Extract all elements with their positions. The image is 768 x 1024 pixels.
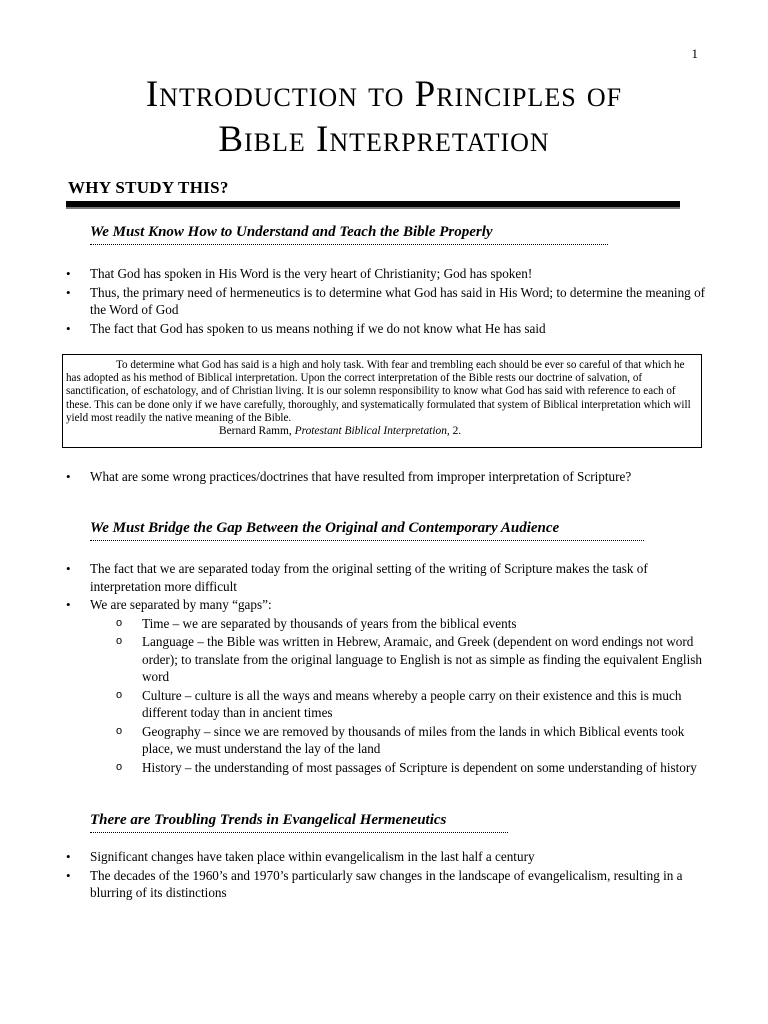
quote-work: Protestant Biblical Interpretation, — [294, 425, 450, 438]
subheading-3: There are Troubling Trends in Evangelical Hermeneutics — [90, 812, 508, 833]
sub-list — [90, 615, 706, 777]
list-item: • Thus, the primary need of hermeneutics is to determine what God has said in His Word; to determine the meaning of the Word of God — [66, 284, 706, 319]
list-item: • That God has spoken in His Word is the very heart of Christianity; God has spoken! — [66, 265, 706, 283]
title-line-1: Introduction to Principles of — [145, 74, 623, 115]
bullet-list-3 — [66, 848, 706, 903]
title-line-2: Bible Interpretation — [218, 119, 550, 160]
sub-list-item: o Language – the Bible was written in Hebrew, Aramaic, and Greek (dependent on word endings not word order); to translate from the original language to English is not as simple as finding the equivalent English word — [90, 633, 706, 686]
quote-author: Bernard Ramm, — [219, 425, 295, 438]
quote-citation — [219, 425, 698, 438]
document-title — [0, 72, 768, 162]
list-item: • The fact that God has spoken to us means nothing if we do not know what He has said — [66, 320, 706, 338]
subheading-1: We Must Know How to Understand and Teach the Bible Properly — [90, 224, 608, 245]
bullet-list-1 — [66, 265, 706, 338]
list-item: • The decades of the 1960’s and 1970’s particularly saw changes in the landscape of evangelicalism, resulting in a blurring of its distinctions — [66, 867, 706, 902]
list-item: • What are some wrong practices/doctrines that have resulted from improper interpretation of Scripture? — [66, 468, 706, 486]
question-list — [66, 468, 706, 487]
quote-text: To determine what God has said is a high and holy task. With fear and trembling each should be ever so careful of that which he has adopted as his method of Biblical interpretation. Upon the correct interpretation of the Bible rests our doctrine of salvation, of sanctification, of eschatology, and of Christian living. It is our solemn responsibility to know what God has said with reference to each of these. This can be done only if we have carefully, thoroughly, and systematically formulated that system of Biblical interpretation which will yield most readily the native meaning of the Bible. — [66, 359, 691, 424]
list-item-text: We are separated by many “gaps”: — [90, 597, 272, 612]
quote-box — [62, 354, 702, 448]
section-title: WHY STUDY THIS? — [68, 178, 229, 197]
sub-list-item: o Culture – culture is all the ways and means whereby a people carry on their existence and this is much different today than in ancient times — [90, 687, 706, 722]
sub-list-item: o Time – we are separated by thousands of years from the biblical events — [90, 615, 706, 633]
subheading-2: We Must Bridge the Gap Between the Original and Contemporary Audience — [90, 520, 644, 541]
bullet-list-2 — [66, 560, 706, 777]
list-item: • The fact that we are separated today from the original setting of the writing of Scripture makes the task of interpretation more difficult — [66, 560, 706, 595]
page-number: 1 — [691, 46, 698, 61]
quote-page: 2. — [449, 425, 462, 438]
sub-list-item: o Geography – since we are removed by thousands of miles from the lands in which Biblical events took place, we must understand the lay of the land — [90, 723, 706, 758]
section-divider — [66, 201, 680, 209]
list-item: • Significant changes have taken place within evangelicalism in the last half a century — [66, 848, 706, 866]
list-item — [66, 596, 706, 776]
sub-list-item: o History – the understanding of most passages of Scripture is dependent on some understanding of history — [90, 759, 706, 777]
